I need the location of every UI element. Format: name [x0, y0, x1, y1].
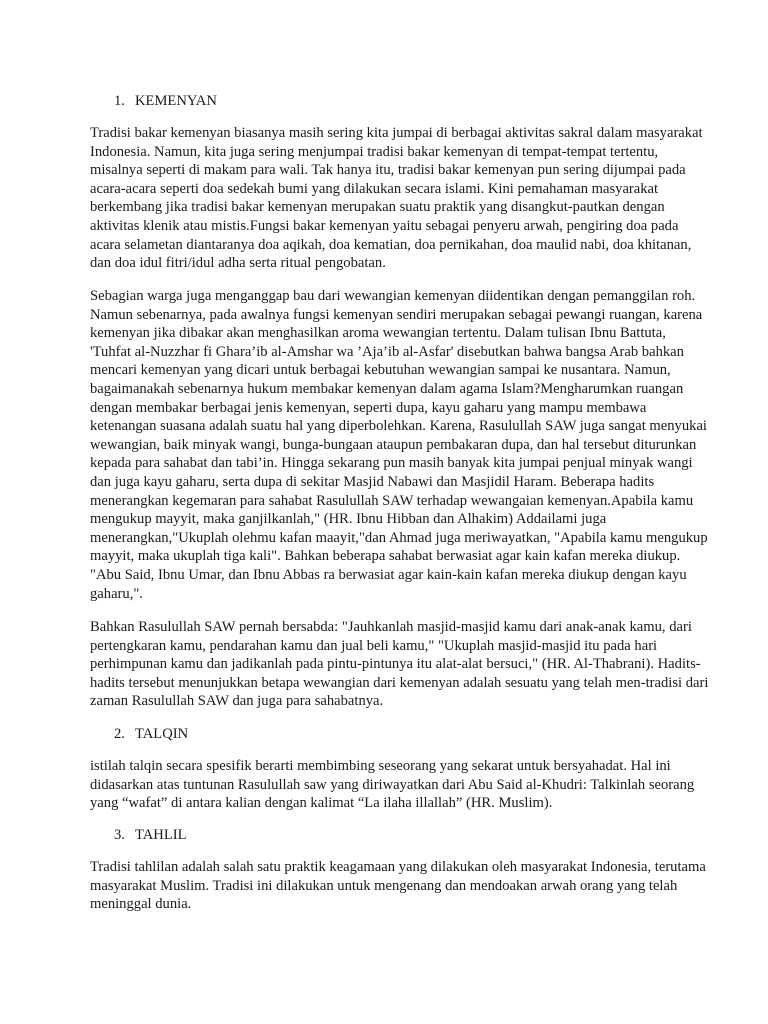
text-line: meninggal dunia. — [90, 896, 192, 913]
text-line: kemenyan jika dibakar akan menghasilkan aroma wewangian tertentu. Dalam tulisan Ibnu Battuta, — [90, 325, 666, 342]
text-line: masyarakat Muslim. Tradisi ini dilakukan untuk mengenang dan mendoakan arwah orang yang telah — [90, 877, 678, 894]
text-line: bagaimanakah sebenarnya hukum membakar kemenyan dalam agama Islam?Mengharumkan ruangan — [90, 380, 684, 397]
text-line: dengan membakar berbagai jenis kemenyan, seperti dupa, kayu gaharu yang mampu membawa — [90, 399, 647, 416]
paragraph — [90, 618, 709, 711]
text-line: Tradisi bakar kemenyan biasanya masih sering kita jumpai di berbagai aktivitas sakral dalam masyarakat — [90, 125, 703, 141]
text-line: wewangian, baik minyak wangi, bunga-bungaan ataupun pembakaran dupa, dan hal tersebut diturunkan — [90, 436, 697, 453]
text-line: Tradisi tahlilan adalah salah satu praktik keagamaan yang dilakukan oleh masyarakat Indonesia, terutama — [90, 859, 706, 875]
text-line: hadits tersebut menunjukkan betapa wewangian dari kemenyan adalah sesuatu yang telah men-tradisi dari — [90, 674, 709, 691]
text-line: aktivitas klenik atau mistis.Fungsi bakar kemenyan yaitu sebagai penyeru arwah, pengiring doa pada — [90, 217, 679, 234]
text-line: zaman Rasulullah SAW dan juga para sahabatnya. — [90, 693, 384, 710]
paragraph — [90, 287, 708, 603]
text-line: pertengkaran kamu, pendarahan kamu dan jual beli kamu," "Ukuplah masjid-masjid itu pada hari — [90, 637, 658, 654]
text-line: "Abu Said, Ibnu Umar, dan Ibnu Abbas ra berwasiat agar kain-kain kafan mereka diukup dengan kayu — [90, 566, 687, 583]
text-line: ketenangan suasana adalah suatu hal yang diperbolehkan. Karena, Rasulullah SAW juga sangat menyukai — [90, 418, 707, 435]
paragraph — [90, 757, 695, 813]
text-line: istilah talqin secara spesifik berarti membimbing seseorang yang sekarat untuk bersyahadat. Hal ini — [90, 758, 671, 774]
section-title: KEMENYAN — [135, 93, 217, 109]
text-line: mencari kemenyan yang dicari untuk berbagai kebutuhan wewangian sampai ke nusantara. Namun, — [90, 362, 671, 379]
text-line: misalnya seperti di makam para wali. Tak hanya itu, tradisi bakar kemenyan pun sering dijumpai pada — [90, 162, 686, 179]
section-number: 3. — [114, 827, 125, 843]
text-line: kepada para sahabat dan tabi’in. Hingga sekarang pun masih banyak kita jumpai penjual minyak wangi — [90, 455, 693, 472]
text-line: didasarkan atas tuntunan Rasulullah saw yang diriwayatkan dari Abu Said al-Khudri: Talkinlah seorang — [90, 776, 695, 793]
text-line: gaharu,". — [90, 585, 143, 602]
text-line: yang “wafat” di antara kalian dengan kalimat “La ilaha illallah” (HR. Muslim). — [90, 795, 553, 812]
paragraph — [90, 858, 706, 914]
text-line: berkembang jika tradisi bakar kemenyan merupakan suatu praktik yang disangkut-pautkan dengan — [90, 199, 665, 216]
text-line: menerangkan kegemaran para sahabat Rasulullah SAW terhadap wewangaian kemenyan.Apabila kamu — [90, 492, 694, 509]
section-number: 2. — [114, 726, 125, 742]
text-line: mengukup mayyit, maka ganjilkanlah," (HR. Ibnu Hibban dan Alhakim) Addailami juga — [90, 511, 607, 528]
section-heading-talqin — [114, 725, 188, 743]
text-line: 'Tuhfat al-Nuzzhar fi Ghara’ib al-Amshar wa ’Aja’ib al-Asfar' disebutkan bahwa bangsa Arab bahkan — [90, 343, 684, 360]
text-line: dan doa idul fitri/idul adha serta ritual pengobatan. — [90, 255, 386, 272]
text-line: Indonesia. Namun, kita juga sering menjumpai tradisi bakar kemenyan di tempat-tempat tertentu, — [90, 143, 659, 160]
section-title: TAHLIL — [135, 827, 187, 843]
section-heading-tahlil — [114, 826, 187, 844]
text-line: Bahkan Rasulullah SAW pernah bersabda: "Jauhkanlah masjid-masjid kamu dari anak-anak kamu, dari — [90, 619, 692, 635]
text-line: dan juga kayu gaharu, serta dupa di sekitar Masjid Nabawi dan Masjidil Haram. Beberapa hadits — [90, 473, 655, 490]
text-line: acara-acara seperti doa sedekah bumi yang dilakukan secara islami. Kini pemahaman masyarakat — [90, 180, 659, 197]
paragraph — [90, 124, 703, 273]
section-number: 1. — [114, 93, 125, 109]
text-line: Sebagian warga juga menganggap bau dari wewangian kemenyan diidentikan dengan pemanggilan roh. — [90, 288, 696, 304]
section-heading-kemenyan — [114, 92, 217, 110]
text-line: Namun sebenarnya, pada awalnya fungsi kemenyan sendiri merupakan sebagai pewangi ruangan, karena — [90, 306, 703, 323]
text-line: perhimpunan kamu dan jadikanlah pada pintu-pintunya itu alat-alat bersuci," (HR. Al-Thabrani). Hadits- — [90, 656, 701, 673]
text-line: acara selametan diantaranya doa aqikah, doa kematian, doa pernikahan, doa maulid nabi, doa khitanan, — [90, 236, 692, 253]
text-line: menerangkan,"Ukuplah olehmu kafan maayit,"dan Ahmad juga meriwayatkan, "Apabila kamu mengukup — [90, 529, 708, 546]
section-title: TALQIN — [135, 726, 189, 742]
text-line: mayyit, maka ukuplah tiga kali". Bahkan beberapa sahabat berwasiat agar kain kafan mereka diukup. — [90, 548, 681, 565]
